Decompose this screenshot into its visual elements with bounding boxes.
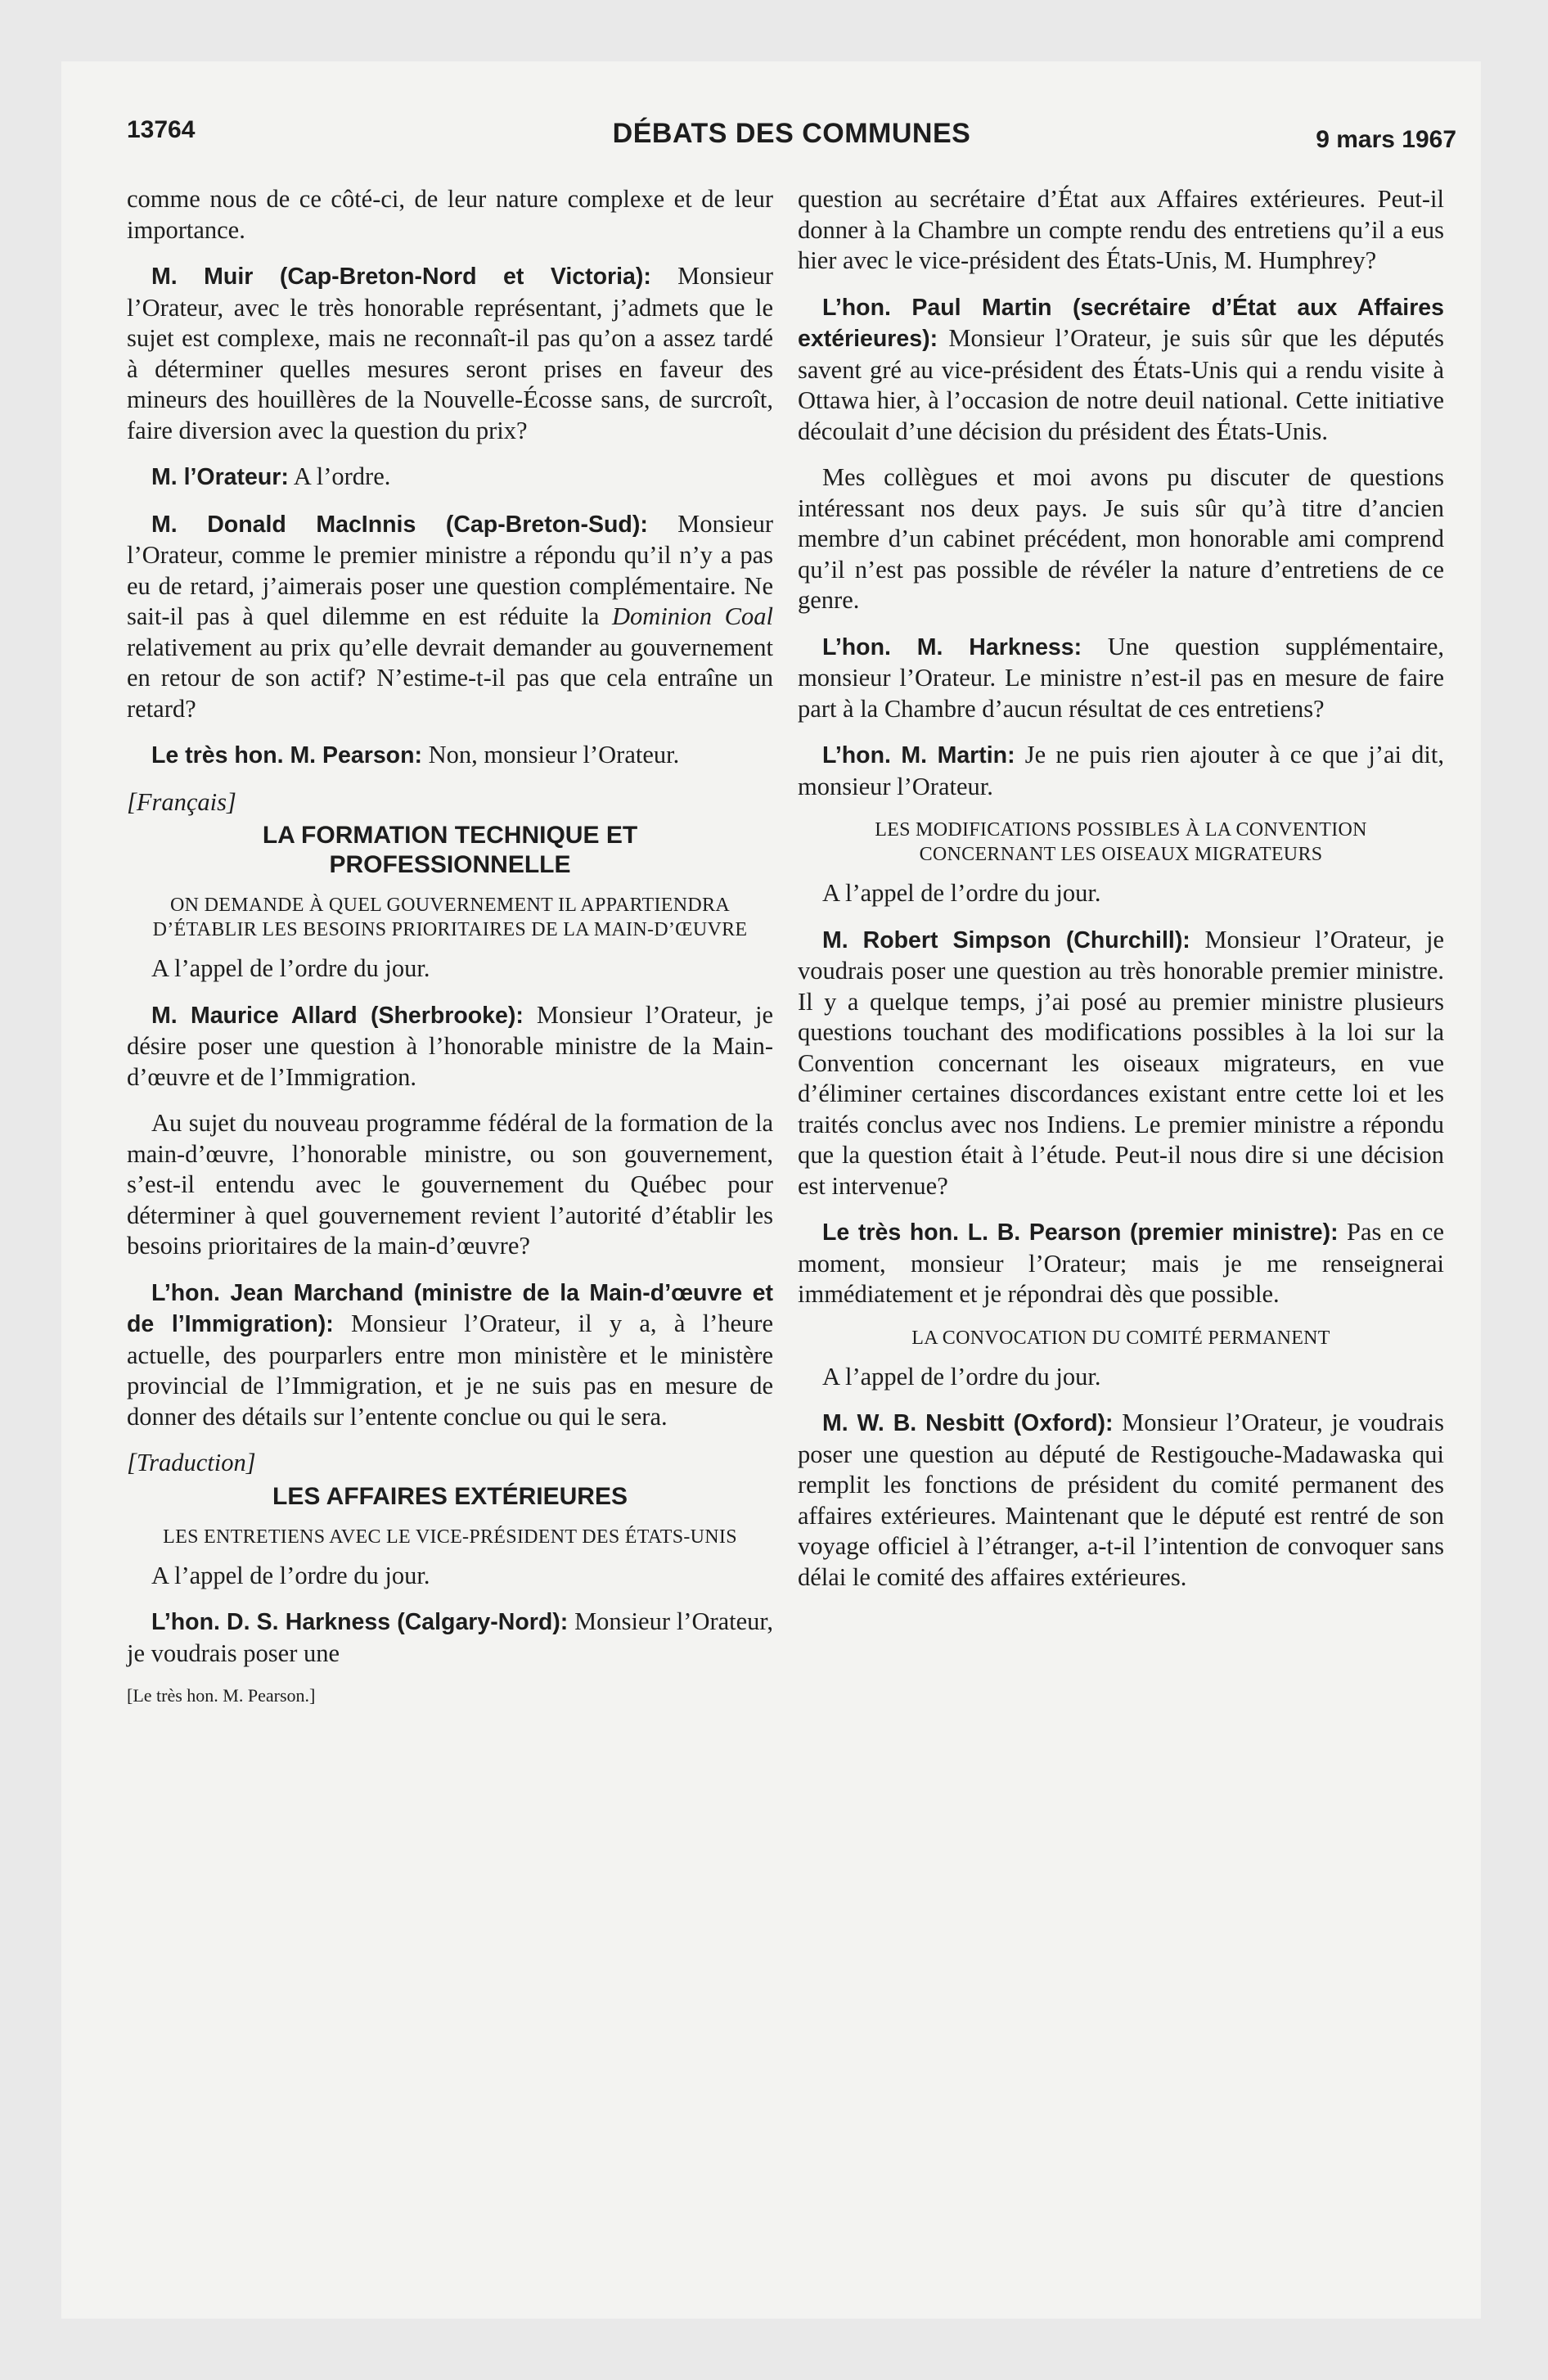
right-column bbox=[798, 184, 1444, 1608]
page-number: 13764 bbox=[127, 116, 196, 143]
paragraph: Mes collègues et moi avons pu discuter de questions intéressant nos deux pays. Je suis sûr qu’à titre d’ancien membre d’un cabinet précédent, mon honorable ami comprend qu’il n’est pas possible de révéler la nature d’entretiens de ce genre. bbox=[798, 463, 1444, 614]
speech-text: Monsieur l’Orateur, je suis sûr que les députés savent gré au vice-président des États-Unis qui a rendu visite à Ottawa hier, à l’occasion de notre deuil national. Cette initiative découlait d’une décision du président des États-Unis. bbox=[798, 324, 1444, 445]
section-subheading: LA CONVOCATION DU COMITÉ PERMANENT bbox=[911, 1327, 1330, 1349]
speech-text: Monsieur l’Orateur, il y a, à l’heure actuelle, des pourparlers entre mon ministère et le ministère provincial de l’Immigration, et je ne suis pas en mesure de donner des détails sur l’entente conclue ou qui le sera. bbox=[127, 1309, 774, 1431]
order-of-day: A l’appel de l’ordre du jour. bbox=[151, 954, 430, 982]
section-subheading: LES ENTRETIENS AVEC LE VICE-PRÉSIDENT DES ÉTATS-UNIS bbox=[163, 1526, 737, 1548]
order-of-day: A l’appel de l’ordre du jour. bbox=[151, 1561, 430, 1589]
speech bbox=[798, 292, 1444, 448]
speaker-name: M. l’Orateur: bbox=[151, 464, 289, 490]
speaker-name: M. Muir (Cap-Breton-Nord et Victoria): bbox=[151, 264, 651, 290]
speaker-name: L’hon. Jean Marchand (ministre de la Main-d’œuvre et de l’Immigration): bbox=[127, 1279, 773, 1337]
paragraph: question au secrétaire d’État aux Affaires extérieures. Peut-il donner à la Chambre un compte rendu des entretiens qu’il a eus hier avec le vice-président des États-Unis, M. Humphrey? bbox=[798, 185, 1444, 274]
page-date: 9 mars 1967 bbox=[1316, 126, 1456, 153]
section-subheading: LES MODIFICATIONS POSSIBLES À LA CONVENTION CONCERNANT LES OISEAUX MIGRATEURS bbox=[875, 819, 1367, 865]
speech-text: Monsieur l’Orateur, je voudrais poser une question au très honorable premier ministre. Il y a quelque temps, j’ai posé au premier ministre plusieurs questions touchant des modifications possibles à la loi sur la Convention concernant les oiseaux migrateurs, en vue d’éliminer certaines discordances existant entre cette loi et les traités conclus avec nos Indiens. Le premier ministre a répondu que la question était à l’étude. Peut-il nous dire si une décision est intervenue? bbox=[798, 925, 1444, 1200]
section-heading: LA FORMATION TECHNIQUE ET PROFESSIONNELLE bbox=[262, 822, 638, 878]
paragraph: Au sujet du nouveau programme fédéral de la formation de la main-d’œuvre, l’honorable ministre, ou son gouvernement, s’est-il entendu avec le gouvernement du Québec pour déterminer à quel gouvernement revient l’autorité d’établir les besoins prioritaires de la main-d’œuvre? bbox=[127, 1109, 773, 1260]
speech-text: Monsieur l’Orateur, je désire poser une question à l’honorable ministre de la Main-d’œuvre et de l’Immigration. bbox=[127, 1000, 773, 1091]
speech-text: Non, monsieur l’Orateur. bbox=[421, 741, 680, 769]
section-subheading: ON DEMANDE À QUEL GOUVERNEMENT IL APPARTIENDRA D’ÉTABLIR LES BESOINS PRIORITAIRES DE LA MAIN-D’ŒUVRE bbox=[152, 895, 748, 940]
speech-text: Monsieur l’Orateur, je voudrais poser une question au député de Restigouche-Madawaska qui remplit les fonctions de président du comité permanent des affaires extérieures. Maintenant que le député est rentré de son voyage officiel à l’étranger, a-t-il l’intention de convoquer sans délai le comité des affaires extérieures. bbox=[798, 1409, 1444, 1591]
speech bbox=[798, 740, 1444, 802]
page-header bbox=[127, 116, 1456, 165]
speech bbox=[127, 1000, 773, 1093]
speech-text: Pas en ce moment, monsieur l’Orateur; mais je me renseignerai immédiatement et je répondrai dès que possible. bbox=[798, 1218, 1444, 1308]
language-tag: [Français] bbox=[127, 787, 236, 816]
speaker-name: L’hon. M. Harkness: bbox=[822, 633, 1082, 660]
speech bbox=[127, 740, 773, 772]
speaker-name: Le très hon. L. B. Pearson (premier ministre): bbox=[822, 1219, 1339, 1246]
order-of-day: A l’appel de l’ordre du jour. bbox=[822, 879, 1101, 907]
speaker-name: M. Robert Simpson (Churchill): bbox=[822, 926, 1190, 953]
speech bbox=[127, 1607, 773, 1669]
speaker-name: M. Donald MacInnis (Cap-Breton-Sud): bbox=[151, 511, 648, 538]
page-title: DÉBATS DES COMMUNES bbox=[612, 118, 971, 149]
speech-text: relativement au prix qu’elle devrait demander au gouvernement en retour de son actif? N’estime-t-il pas que cela entraîne un retard? bbox=[127, 633, 773, 723]
speech bbox=[127, 462, 773, 494]
speech bbox=[798, 1217, 1444, 1310]
speech bbox=[798, 925, 1444, 1202]
speech-text: Monsieur l’Orateur, avec le très honorable représentant, j’admets que le sujet est complexe, mais ne reconnaît-il pas qu’on a assez tardé à déterminer quelles mesures seront prises en faveur des mineurs des houillères de la Nouvelle-Écosse sans, de surcroît, faire diversion avec la question du prix? bbox=[127, 262, 773, 444]
speech bbox=[798, 632, 1444, 725]
speech bbox=[127, 509, 773, 725]
speech-text: Monsieur l’Orateur, comme le premier ministre a répondu qu’il n’y a pas eu de retard, j’aimerais poser une question complémentaire. Ne sait-il pas à quel dilemme en est réduite la bbox=[127, 509, 773, 630]
speech-text: Une question supplémentaire, monsieur l’Orateur. Le ministre n’est-il pas en mesure de faire part à la Chambre d’aucun résultat de ces entretiens? bbox=[798, 632, 1444, 723]
speech-text: Monsieur l’Orateur, je voudrais poser une bbox=[127, 1607, 773, 1667]
speaker-name: L’hon. Paul Martin (secrétaire d’État aux Affaires extérieures): bbox=[798, 294, 1444, 352]
speech bbox=[127, 261, 773, 446]
paragraph: comme nous de ce côté-ci, de leur nature complexe et de leur importance. bbox=[127, 185, 773, 244]
speaker-name: L’hon. M. Martin: bbox=[822, 742, 1015, 769]
left-column bbox=[127, 184, 773, 1707]
language-tag: [Traduction] bbox=[127, 1449, 256, 1476]
speaker-name: M. Maurice Allard (Sherbrooke): bbox=[151, 1002, 524, 1029]
speech-text: Je ne puis rien ajouter à ce que j’ai dit, monsieur l’Orateur. bbox=[798, 741, 1445, 800]
speaker-name: L’hon. D. S. Harkness (Calgary-Nord): bbox=[151, 1609, 569, 1635]
order-of-day: A l’appel de l’ordre du jour. bbox=[822, 1362, 1101, 1391]
speech-text: A l’ordre. bbox=[288, 462, 391, 490]
company-name: Dominion Coal bbox=[612, 602, 773, 630]
speaker-name: M. W. B. Nesbitt (Oxford): bbox=[822, 1410, 1114, 1436]
speech bbox=[798, 1408, 1444, 1593]
footer-note: [Le très hon. M. Pearson.] bbox=[127, 1685, 316, 1706]
section-heading: LES AFFAIRES EXTÉRIEURES bbox=[272, 1482, 628, 1510]
speech bbox=[127, 1278, 773, 1433]
speaker-name: Le très hon. M. Pearson: bbox=[151, 742, 422, 769]
